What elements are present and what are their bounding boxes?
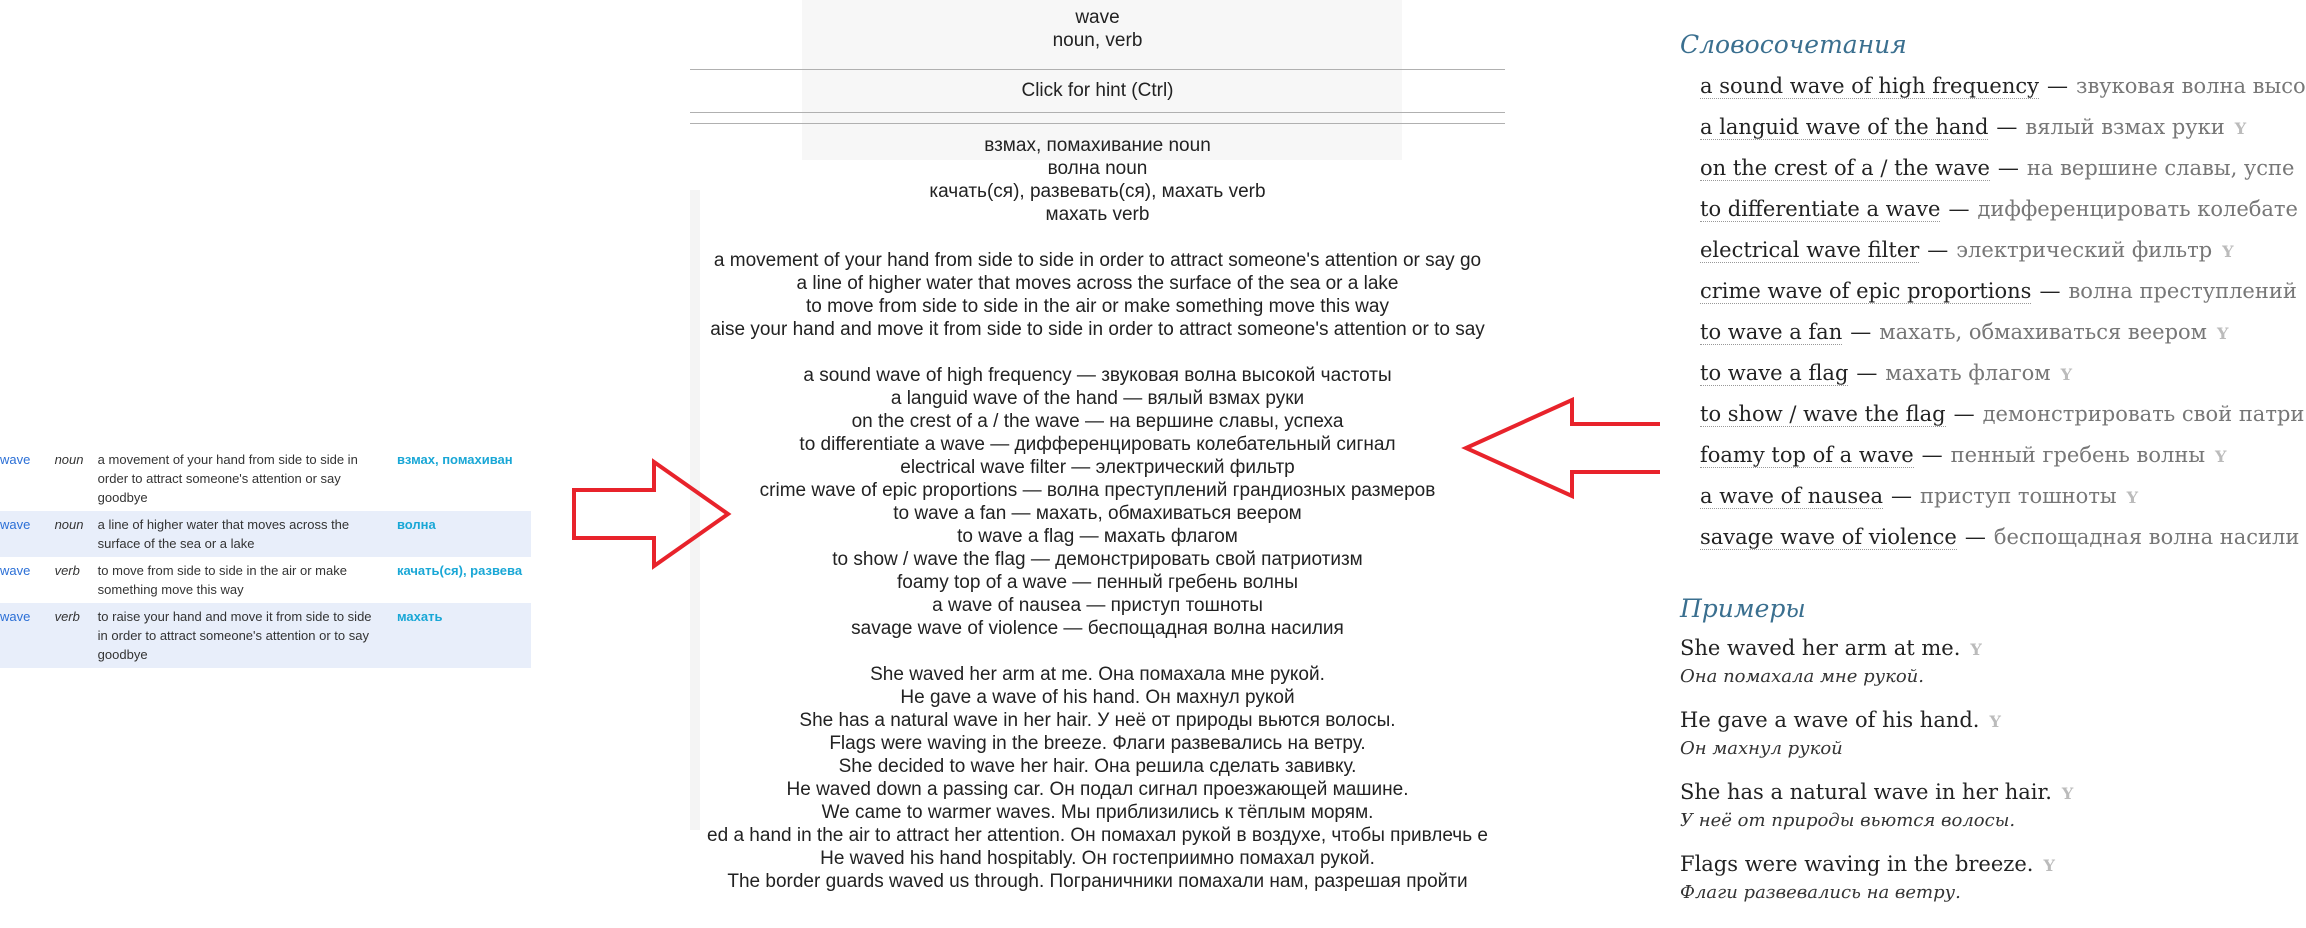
definition-line: aise your hand and move it from side to side in order to attract someone's attention or to say xyxy=(710,319,1485,340)
phrase-line: to wave a flag — махать флагом xyxy=(957,526,1238,547)
cell-translation: взмах, помахиван xyxy=(396,452,513,467)
phrases-section-title: Словосочетания xyxy=(1680,30,1907,59)
example-item xyxy=(1680,852,2055,903)
translation-line: волна noun xyxy=(1047,158,1148,179)
cell-translation: махать xyxy=(396,609,443,624)
yandex-translate-icon[interactable]: Y xyxy=(2217,324,2229,343)
phrase-dash: — xyxy=(1996,115,2018,139)
example-item xyxy=(1680,708,2001,759)
phrase-en[interactable]: crime wave of epic proportions xyxy=(1700,279,2032,303)
yandex-translate-icon[interactable]: Y xyxy=(1989,712,2001,731)
table-row[interactable] xyxy=(0,603,531,668)
example-en-line xyxy=(1680,636,1982,660)
card-definitions xyxy=(690,249,1505,341)
card-pos: noun, verb xyxy=(1052,30,1143,51)
table-row[interactable] xyxy=(0,511,531,557)
phrase-line: electrical wave filter — электрический фильтр xyxy=(900,457,1295,478)
examples-section-title: Примеры xyxy=(1680,594,1806,623)
arrow-left-icon xyxy=(1462,398,1676,498)
example-line: He waved his hand hospitably. Он гостеприимно помахал рукой. xyxy=(820,848,1375,869)
phrase-en[interactable]: to show / wave the flag xyxy=(1700,402,1946,426)
example-line: We came to warmer waves. Мы приблизились к тёплым морям. xyxy=(821,802,1374,823)
yandex-translate-icon[interactable]: Y xyxy=(2060,365,2073,384)
phrase-dash: — xyxy=(1856,361,1878,385)
phrase-line: to show / wave the flag — демонстрировать свой патриотизм xyxy=(832,549,1363,570)
phrase-item xyxy=(1700,484,2138,508)
cell-definition: a movement of your hand from side to side in order to attract someone's attention or say goodbye xyxy=(97,452,358,505)
phrase-line: crime wave of epic proportions — волна преступлений грандиозных размеров xyxy=(759,480,1436,501)
example-line: The border guards waved us through. Пограничники помахали нам, разрешая пройти xyxy=(727,871,1468,892)
example-en: She waved her arm at me. xyxy=(1680,636,1961,660)
phrase-line: on the crest of a / the wave — на вершине славы, успеха xyxy=(851,411,1344,432)
yandex-translate-icon[interactable]: Y xyxy=(2222,242,2234,261)
card-word: wave xyxy=(1075,7,1120,28)
cell-definition: to raise your hand and move it from side to side in order to attract someone's attention or to say goodbye xyxy=(97,609,372,662)
phrase-ru: дифференцировать колебате xyxy=(1977,197,2298,221)
phrase-en[interactable]: to differentiate a wave xyxy=(1700,197,1941,221)
translation-line: качать(ся), развевать(ся), махать verb xyxy=(929,181,1266,202)
cell-word: wave xyxy=(0,563,31,578)
flashcard xyxy=(690,0,1505,928)
phrase-item xyxy=(1700,525,2299,549)
phrase-item xyxy=(1700,402,2304,426)
phrase-line: to wave a fan — махать, обмахиваться веером xyxy=(893,503,1302,524)
phrase-dash: — xyxy=(1964,525,1986,549)
card-phrases xyxy=(690,364,1505,640)
arrow-right-icon xyxy=(572,460,732,568)
phrase-item xyxy=(1700,74,2306,98)
phrase-ru: махать, обмахиваться веером xyxy=(1879,320,2208,344)
example-en-line xyxy=(1680,780,2073,804)
example-item xyxy=(1680,636,1982,687)
phrase-item xyxy=(1700,115,2246,139)
phrase-dash: — xyxy=(1927,238,1949,262)
phrase-item xyxy=(1700,361,2072,385)
yandex-translate-icon[interactable]: Y xyxy=(1970,640,1982,659)
phrase-item xyxy=(1700,443,2226,467)
example-ru: Она помахала мне рукой. xyxy=(1680,666,1924,687)
yandex-translate-icon[interactable]: Y xyxy=(2061,784,2074,803)
cell-translation: волна xyxy=(396,517,436,532)
example-en: Flags were waving in the breeze. xyxy=(1680,852,2034,876)
phrase-ru: демонстрировать свой патри xyxy=(1982,402,2305,426)
phrase-dash: — xyxy=(1948,197,1970,221)
card-translations xyxy=(690,134,1505,226)
phrase-en[interactable]: foamy top of a wave xyxy=(1700,443,1914,467)
example-line: ed a hand in the air to attract her attention. Он помахал рукой в воздухе, чтобы привлечь е xyxy=(707,825,1488,846)
phrase-line: a languid wave of the hand — вялый взмах руки xyxy=(890,388,1305,409)
cell-word: wave xyxy=(0,517,31,532)
cell-translation: качать(ся), развева xyxy=(396,563,523,578)
phrase-ru: махать флагом xyxy=(1885,361,2051,385)
phrase-en[interactable]: savage wave of violence xyxy=(1700,525,1957,549)
cell-pos: verb xyxy=(54,563,80,578)
word-table xyxy=(0,446,531,662)
cell-definition: a line of higher water that moves across the surface of the sea or a lake xyxy=(97,517,350,551)
card-examples xyxy=(690,663,1505,893)
definition-line: a movement of your hand from side to side in order to attract someone's attention or say go xyxy=(713,250,1482,271)
phrase-ru: волна преступлений xyxy=(2068,279,2297,303)
phrase-line: a wave of nausea — приступ тошноты xyxy=(932,595,1263,616)
example-line: He waved down a passing car. Он подал сигнал проезжающей машине. xyxy=(786,779,1409,800)
example-en: He gave a wave of his hand. xyxy=(1680,708,1980,732)
example-line: She has a natural wave in her hair. У неё от природы вьются волосы. xyxy=(799,710,1396,731)
phrase-line: a sound wave of high frequency — звуковая волна высокой частоты xyxy=(803,365,1392,386)
example-ru: Он махнул рукой xyxy=(1680,738,1843,759)
phrase-en[interactable]: to wave a fan xyxy=(1700,320,1843,344)
example-ru: У неё от природы вьются волосы. xyxy=(1680,810,2016,831)
phrase-en[interactable]: to wave a flag xyxy=(1700,361,1849,385)
definition-line: to move from side to side in the air or make something move this way xyxy=(806,296,1389,317)
example-item xyxy=(1680,780,2073,831)
yandex-translate-icon[interactable]: Y xyxy=(2126,488,2139,507)
phrase-ru: вялый взмах руки xyxy=(2025,115,2225,139)
phrase-en[interactable]: a languid wave of the hand xyxy=(1700,115,1989,139)
translation-line: взмах, помахивание noun xyxy=(984,135,1211,156)
phrase-dash: — xyxy=(1997,156,2019,180)
phrase-ru: электрический фильтр xyxy=(1956,238,2213,262)
phrase-item xyxy=(1700,156,2294,180)
example-ru: Флаги развевались на ветру. xyxy=(1680,882,1961,903)
phrase-ru: на вершине славы, успе xyxy=(2026,156,2295,180)
example-line: She decided to wave her hair. Она решила сделать завивку. xyxy=(838,756,1357,777)
phrase-ru: приступ тошноты xyxy=(1920,484,2117,508)
phrase-item xyxy=(1700,238,2234,262)
cell-pos: noun xyxy=(54,452,84,467)
yandex-translate-icon[interactable]: Y xyxy=(2234,119,2247,138)
cell-pos: verb xyxy=(54,609,80,624)
phrase-dash: — xyxy=(1953,402,1975,426)
cell-word: wave xyxy=(0,452,31,467)
phrase-ru: звуковая волна высо xyxy=(2076,74,2306,98)
phrase-en[interactable]: electrical wave filter xyxy=(1700,238,1920,262)
cell-word: wave xyxy=(0,609,31,624)
phrase-line: savage wave of violence — беспощадная волна насилия xyxy=(851,618,1344,639)
example-en: She has a natural wave in her hair. xyxy=(1680,780,2052,804)
example-line: He gave a wave of his hand. Он махнул рукой xyxy=(900,687,1295,708)
phrase-ru: пенный гребень волны xyxy=(1950,443,2206,467)
yandex-translate-icon[interactable]: Y xyxy=(2043,856,2055,875)
table-row[interactable] xyxy=(0,446,531,511)
definition-line: a line of higher water that moves across the surface of the sea or a lake xyxy=(796,273,1399,294)
table-row-partial xyxy=(0,668,531,674)
phrase-line: foamy top of a wave — пенный гребень волны xyxy=(896,572,1298,593)
example-line: She waved her arm at me. Она помахала мне рукой. xyxy=(870,664,1325,685)
phrase-dash: — xyxy=(1921,443,1943,467)
yandex-translate-icon[interactable]: Y xyxy=(2215,447,2227,466)
example-en-line xyxy=(1680,708,2001,732)
phrase-dash: — xyxy=(2039,279,2061,303)
phrase-line: to differentiate a wave — дифференцировать колебательный сигнал xyxy=(799,434,1396,455)
translation-line: махать verb xyxy=(1045,204,1150,225)
hint-button[interactable]: Click for hint (Ctrl) xyxy=(1021,80,1174,101)
phrase-dash: — xyxy=(1850,320,1872,344)
phrase-ru: беспощадная волна насили xyxy=(1993,525,2300,549)
dictionary-panel xyxy=(1660,0,2306,928)
phrase-dash: — xyxy=(2047,74,2069,98)
example-en-line xyxy=(1680,852,2055,876)
phrase-item xyxy=(1700,197,2298,221)
example-line: Flags were waving in the breeze. Флаги развевались на ветру. xyxy=(829,733,1366,754)
phrase-item xyxy=(1700,320,2228,344)
phrase-en[interactable]: a wave of nausea xyxy=(1700,484,1884,508)
table-row[interactable] xyxy=(0,557,531,603)
cell-definition: to move from side to side in the air or make something move this way xyxy=(97,563,347,597)
cell-pos: noun xyxy=(54,517,84,532)
phrase-item xyxy=(1700,279,2297,303)
phrase-en[interactable]: a sound wave of high frequency xyxy=(1700,74,2040,98)
phrase-en[interactable]: on the crest of a / the wave xyxy=(1700,156,1990,180)
phrase-dash: — xyxy=(1891,484,1913,508)
